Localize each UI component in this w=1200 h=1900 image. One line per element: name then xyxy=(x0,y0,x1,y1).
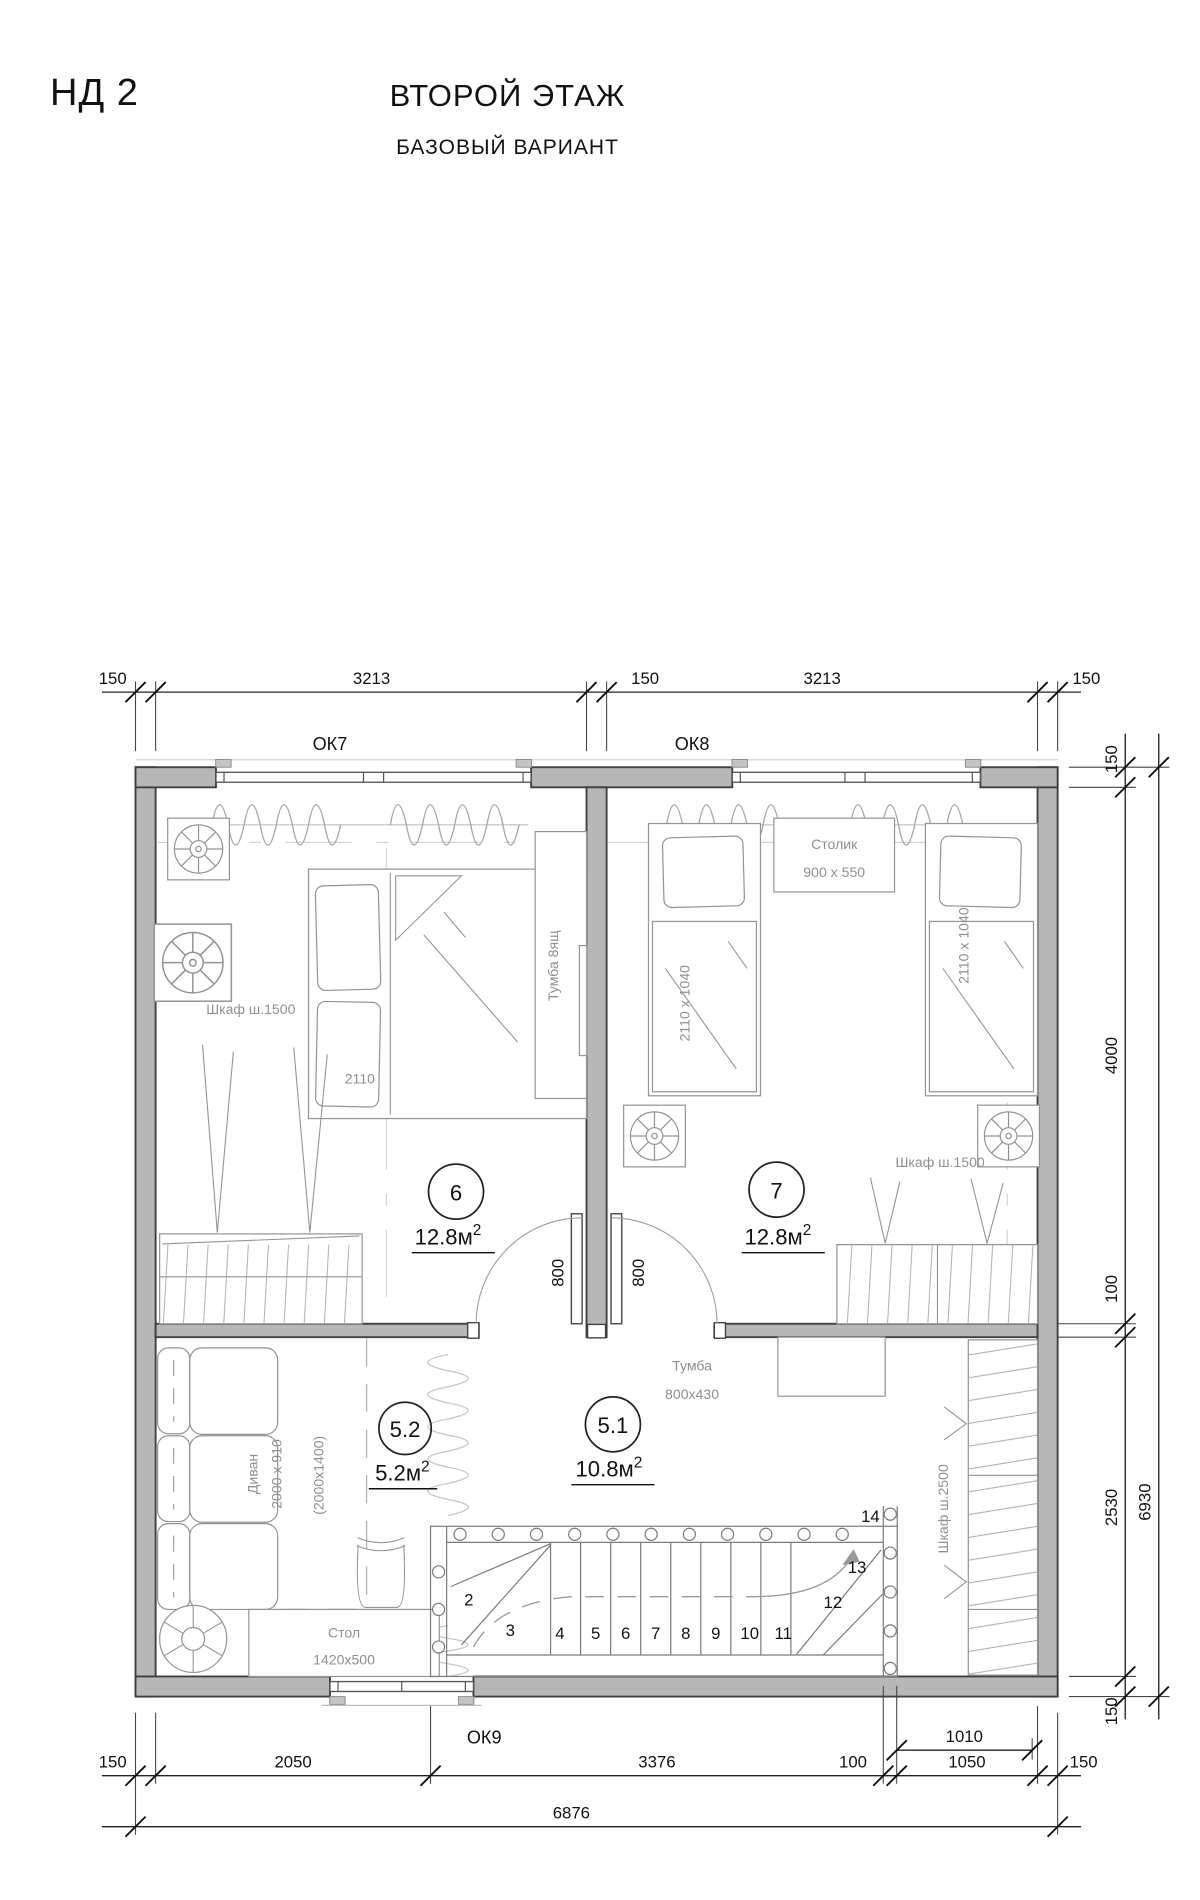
wardrobe-2500 xyxy=(935,1340,1037,1675)
label-ok7: ОК7 xyxy=(312,733,348,754)
wall-right xyxy=(1038,767,1058,1696)
side-table-size: 900 x 550 xyxy=(803,864,866,881)
step-11: 11 xyxy=(774,1623,792,1643)
step-14: 14 xyxy=(861,1507,880,1527)
bed-single-a xyxy=(648,824,760,1096)
sofa-alt-size: (2000х1400) xyxy=(310,1435,327,1515)
step-12: 12 xyxy=(823,1593,843,1613)
room6 xyxy=(154,818,587,1324)
room52-tag xyxy=(369,1402,437,1489)
dresser-label: Тумба 8ящ xyxy=(544,930,561,1002)
wall-top-seg2 xyxy=(531,767,732,787)
wardrobe2500-label: Шкаф ш.2500 xyxy=(935,1464,952,1554)
dim-top xyxy=(99,669,1101,751)
room7 xyxy=(624,818,1040,1324)
window-ok9 xyxy=(322,1682,482,1706)
dim-bottom-3376: 3376 xyxy=(638,1752,676,1772)
label-ok9: ОК9 xyxy=(466,1727,502,1748)
room7-area: $12.8м^2$ xyxy=(744,1222,812,1250)
dim-bottom xyxy=(99,1686,1098,1837)
bed-single-b-label: 2110 x 1040 xyxy=(955,907,972,984)
dim-bottom-1010: 1010 xyxy=(945,1727,983,1747)
wall-corridor-right xyxy=(714,1324,1037,1337)
desk xyxy=(249,1609,439,1676)
floor-plan-drawing xyxy=(55,558,1195,1883)
step-13: 13 xyxy=(847,1558,867,1578)
dim-bottom-1050: 1050 xyxy=(948,1752,986,1772)
step-6: 6 xyxy=(621,1623,631,1643)
bed-single-b xyxy=(925,824,1037,1096)
room6-area: $12.8м^2$ xyxy=(414,1222,482,1250)
bed-width-label: 2110 xyxy=(344,1070,375,1087)
dim-right xyxy=(1058,734,1169,1726)
step-4: 4 xyxy=(555,1623,565,1643)
wardrobe7-label: Шкаф ш.1500 xyxy=(895,1153,985,1170)
room6-number: 6 xyxy=(449,1180,463,1206)
step-7: 7 xyxy=(651,1623,661,1643)
wall-top-seg1 xyxy=(136,767,216,787)
dim-top-150b: 150 xyxy=(631,669,660,689)
wall-bottom-seg1 xyxy=(136,1676,330,1696)
bed-single-a-label: 2110 x 1040 xyxy=(676,965,693,1042)
door-room6 xyxy=(476,1214,582,1324)
desk-size: 1420х500 xyxy=(313,1651,375,1668)
room52-area: $5.2м^2$ xyxy=(375,1458,430,1486)
dim-bottom-150a: 150 xyxy=(98,1752,127,1772)
document-code: НД 2 xyxy=(50,72,139,114)
room7-tag xyxy=(742,1162,825,1253)
wall-top-seg3 xyxy=(980,767,1057,787)
desk-label: Стол xyxy=(327,1624,361,1641)
page-title: ВТОРОЙ ЭТАЖ xyxy=(389,78,626,113)
sofa xyxy=(158,1348,327,1610)
stool xyxy=(357,1538,405,1608)
dim-bottom-100: 100 xyxy=(839,1752,867,1772)
dim-bottom-total: 6876 xyxy=(552,1803,590,1823)
room52-number: 5.2 xyxy=(389,1417,421,1443)
dim-top-3213b: 3213 xyxy=(803,669,841,689)
tumba xyxy=(665,1337,885,1402)
dim-right-150a: 150 xyxy=(1102,745,1122,774)
vent-icon xyxy=(624,1105,686,1167)
wall-bottom-seg2 xyxy=(473,1676,1057,1696)
room6-tag xyxy=(412,1164,495,1253)
step-5: 5 xyxy=(590,1623,601,1643)
title-block xyxy=(240,78,775,160)
wall-corridor-left xyxy=(156,1324,479,1337)
dim-top-150a: 150 xyxy=(98,669,127,689)
dim-right-4000: 4000 xyxy=(1102,1036,1122,1075)
step-9: 9 xyxy=(711,1623,721,1643)
dresser xyxy=(535,832,587,1099)
door-room7 xyxy=(611,1214,717,1324)
step-10: 10 xyxy=(740,1623,760,1643)
door7-width: 800 xyxy=(628,1258,648,1287)
dim-right-100: 100 xyxy=(1102,1274,1122,1303)
room51-number: 5.1 xyxy=(597,1413,629,1439)
step-8: 8 xyxy=(681,1623,691,1643)
vent-icon xyxy=(978,1105,1040,1167)
label-ok8: ОК8 xyxy=(674,733,710,754)
dim-top-3213a: 3213 xyxy=(352,669,391,689)
dim-bottom-150b: 150 xyxy=(1069,1752,1098,1772)
vent-icon xyxy=(154,924,231,1001)
dim-right-2530: 2530 xyxy=(1102,1488,1122,1527)
step-3: 3 xyxy=(505,1621,515,1641)
tumba-size: 800х430 xyxy=(665,1385,720,1402)
dim-top-150c: 150 xyxy=(1072,669,1101,689)
sofa-size: 2000 x 910 xyxy=(268,1439,285,1509)
wall-central xyxy=(587,787,607,1337)
side-table-label: Столик xyxy=(811,836,858,853)
round-table xyxy=(160,1605,227,1672)
vent-icon xyxy=(168,818,230,880)
room51-tag xyxy=(571,1397,654,1485)
door6-width: 800 xyxy=(548,1258,568,1287)
window-ok8 xyxy=(732,759,981,782)
step-2: 2 xyxy=(464,1590,474,1610)
staircase xyxy=(431,1506,898,1676)
page-subtitle: БАЗОВЫЙ ВАРИАНТ xyxy=(396,136,619,159)
dim-right-150b: 150 xyxy=(1102,1697,1122,1726)
room7-number: 7 xyxy=(770,1178,783,1204)
tumba-label: Тумба xyxy=(672,1357,712,1374)
window-ok7 xyxy=(216,759,532,782)
dim-bottom-2050: 2050 xyxy=(274,1752,312,1772)
room51-area: $10.8м^2$ xyxy=(575,1454,643,1482)
sofa-label: Диван xyxy=(244,1453,261,1495)
wardrobe6-label: Шкаф ш.1500 xyxy=(206,1000,296,1017)
side-table xyxy=(774,818,895,892)
dim-right-total: 6930 xyxy=(1135,1483,1155,1521)
wall-left xyxy=(136,767,156,1696)
